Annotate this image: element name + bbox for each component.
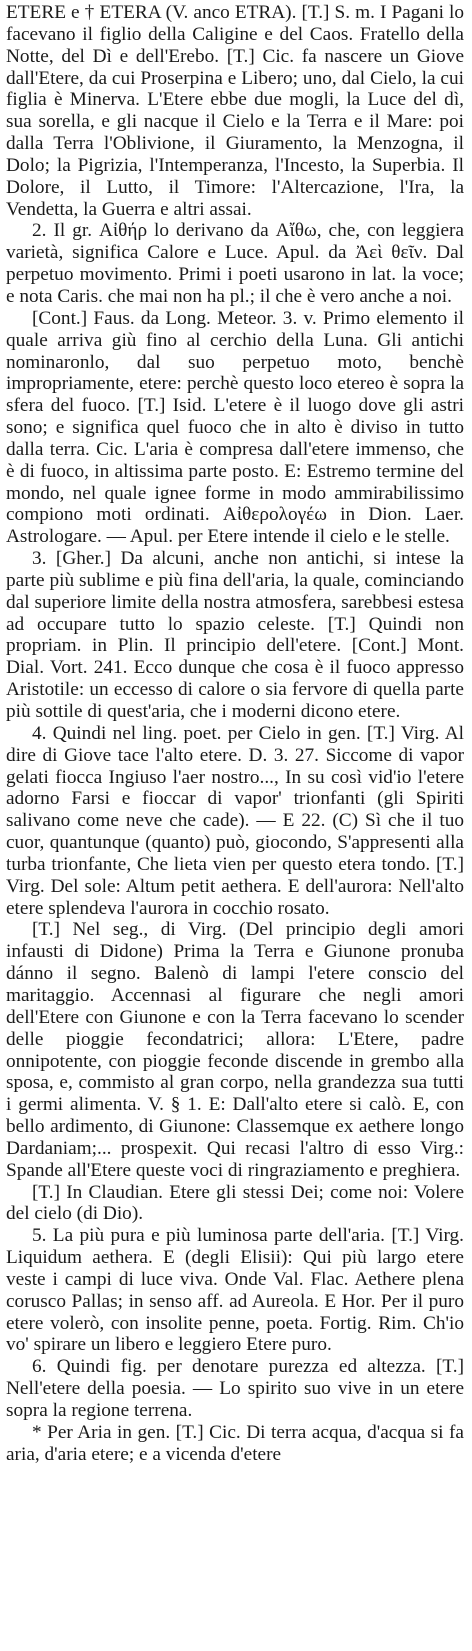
aria-paragraph: * Per Aria in gen. [T.] Cic. Di terra acqua, d'acqua si fa aria, d'aria etere; e a vicenda d'etere <box>6 1421 464 1465</box>
virgil-paragraph: [T.] Nel seg., di Virg. (Del principio degli amori infausti di Didone) Prima la Terra e Giunone pronuba dánno il segno. Balenò di lampi l'etere conscio del maritaggio. Accennasi al figurare che negli amori dell'Etere con Giunone e con la Terra facevano lo scender delle pioggie fecondatrici; allora: L'Etere, padre onnipotente, con pioggie feconde discende in grembo alla sposa, e, commisto al gran corpo, nella grandezza sua tutti i germi alimenta. V. § 1. E: Dall'alto etere si calò. E, con bello ardimento, di Giunone: Classemque ex aethere longo Dardaniam;... prospexit. Qui recasi l'altro di esso Virg.: Spande all'Etere queste voci di ringraziamento e preghiera. <box>6 919 464 1181</box>
sense-5-paragraph: 5. La più pura e più luminosa parte dell'aria. [T.] Virg. Liquidum aethera. E (degli Elisii): Qui più largo etere veste i campi di luce viva. Onde Val. Flac. Aethere plena corusco Pallas; in senso aff. ad Aureola. E Hor. Per il puro etere volerò, con insolite penne, poeta. Fortig. Rim. Ch'io vo' spirare un libero e leggiero Etere puro. <box>6 1225 464 1356</box>
claudian-paragraph: [T.] In Claudian. Etere gli stessi Dei; come noi: Volere del cielo (di Dio). <box>6 1181 464 1225</box>
sense-3-paragraph: 3. [Gher.] Da alcuni, anche non antichi, si intese la parte più sublime e più fina dell'aria, la quale, cominciando dal superiore limite della nostra atmosfera, sarebbesi estesa ad occupare tutto lo spazio celeste. [T.] Quindi non propriam. in Plin. Il principio dell'etere. [Cont.] Mont. Dial. Vort. 241. Ecco dunque che cosa è il fuoco appresso Aristotile: un eccesso di calore o sia fervore di quella parte più sottile di quest'aria, che i moderni dicono etere. <box>6 548 464 722</box>
meteorology-paragraph: [Cont.] Faus. da Long. Meteor. 3. v. Primo elemento il quale arriva giù fino al cerchio della Luna. Gli antichi nominaronlo, dal suo perpetuo moto, benchè impropriamente, etere: perchè questo loco etereo è sopra la sfera del fuoco. [T.] Isid. L'etere è il luogo dove gli astri sono; e significa quel fuoco che in alto è diviso in tutto dalla terra. Cic. L'aria è compresa dall'etere immenso, che è di fuoco, in altissima parte posto. E: Estremo termine del mondo, nel quale ignee forme in modo ammirabilissimo compiono moti ordinati. Αἰθερολογέω in Dion. Laer. Astrologare. — Apul. per Etere intende il cielo e le stelle. <box>6 307 464 548</box>
sense-4-paragraph: 4. Quindi nel ling. poet. per Cielo in gen. [T.] Virg. Al dire di Giove tace l'alto etere. D. 3. 27. Siccome di vapor gelati fiocca Ingiuso l'aer nostro..., In su così vid'io l'etere adorno Farsi e fioccar di vapor' trionfanti (gli Spiriti salivano come neve che cade). — E 22. (C) Sì che il tuo cuor, quantunque (quanto) può, giocondo, S'appresenti alla turba trionfante, Che lieta vien per questo etera tondo. [T.] Virg. Del sole: Altum petit aethera. E dell'aurora: Nell'alto etere splendeva l'aurora in cocchio rosato. <box>6 722 464 919</box>
entry-heading-paragraph: ETERE e † ETERA (V. anco ETRA). [T.] S. m. I Pagani lo facevano il figlio della Caligine e del Caos. Fratello della Notte, del Dì e dell'Erebo. [T.] Cic. fa nascere un Giove dall'Etere, da cui Proserpina e Libero; uno, dal Cielo, la cui figlia è Minerva. L'Etere ebbe due mogli, la Luce del dì, sua sorella, e gli nacque il Cielo e la Terra e il Mare: poi dalla Terra l'Oblivione, il Giuramento, la Menzogna, il Dolo; la Pigrizia, l'Intemperanza, l'Incesto, la Superbia. Il Dolore, il Lutto, il Timore: l'Altercazione, l'Ira, la Vendetta, la Guerra e altri assai. <box>6 2 464 220</box>
etymology-paragraph: 2. Il gr. Αἰθήρ lo derivano da Αἴθω, che, con leggiera varietà, significa Calore e Luce. Apul. da Ἀεὶ θεῖν. Dal perpetuo movimento. Primi i poeti usarono in lat. la voce; e nota Caris. che mai non ha pl.; il che è vero anche a noi. <box>6 220 464 307</box>
sense-6-paragraph: 6. Quindi fig. per denotare purezza ed altezza. [T.] Nell'etere della poesia. — Lo spirito suo vive in un etere sopra la regione terrena. <box>6 1356 464 1421</box>
